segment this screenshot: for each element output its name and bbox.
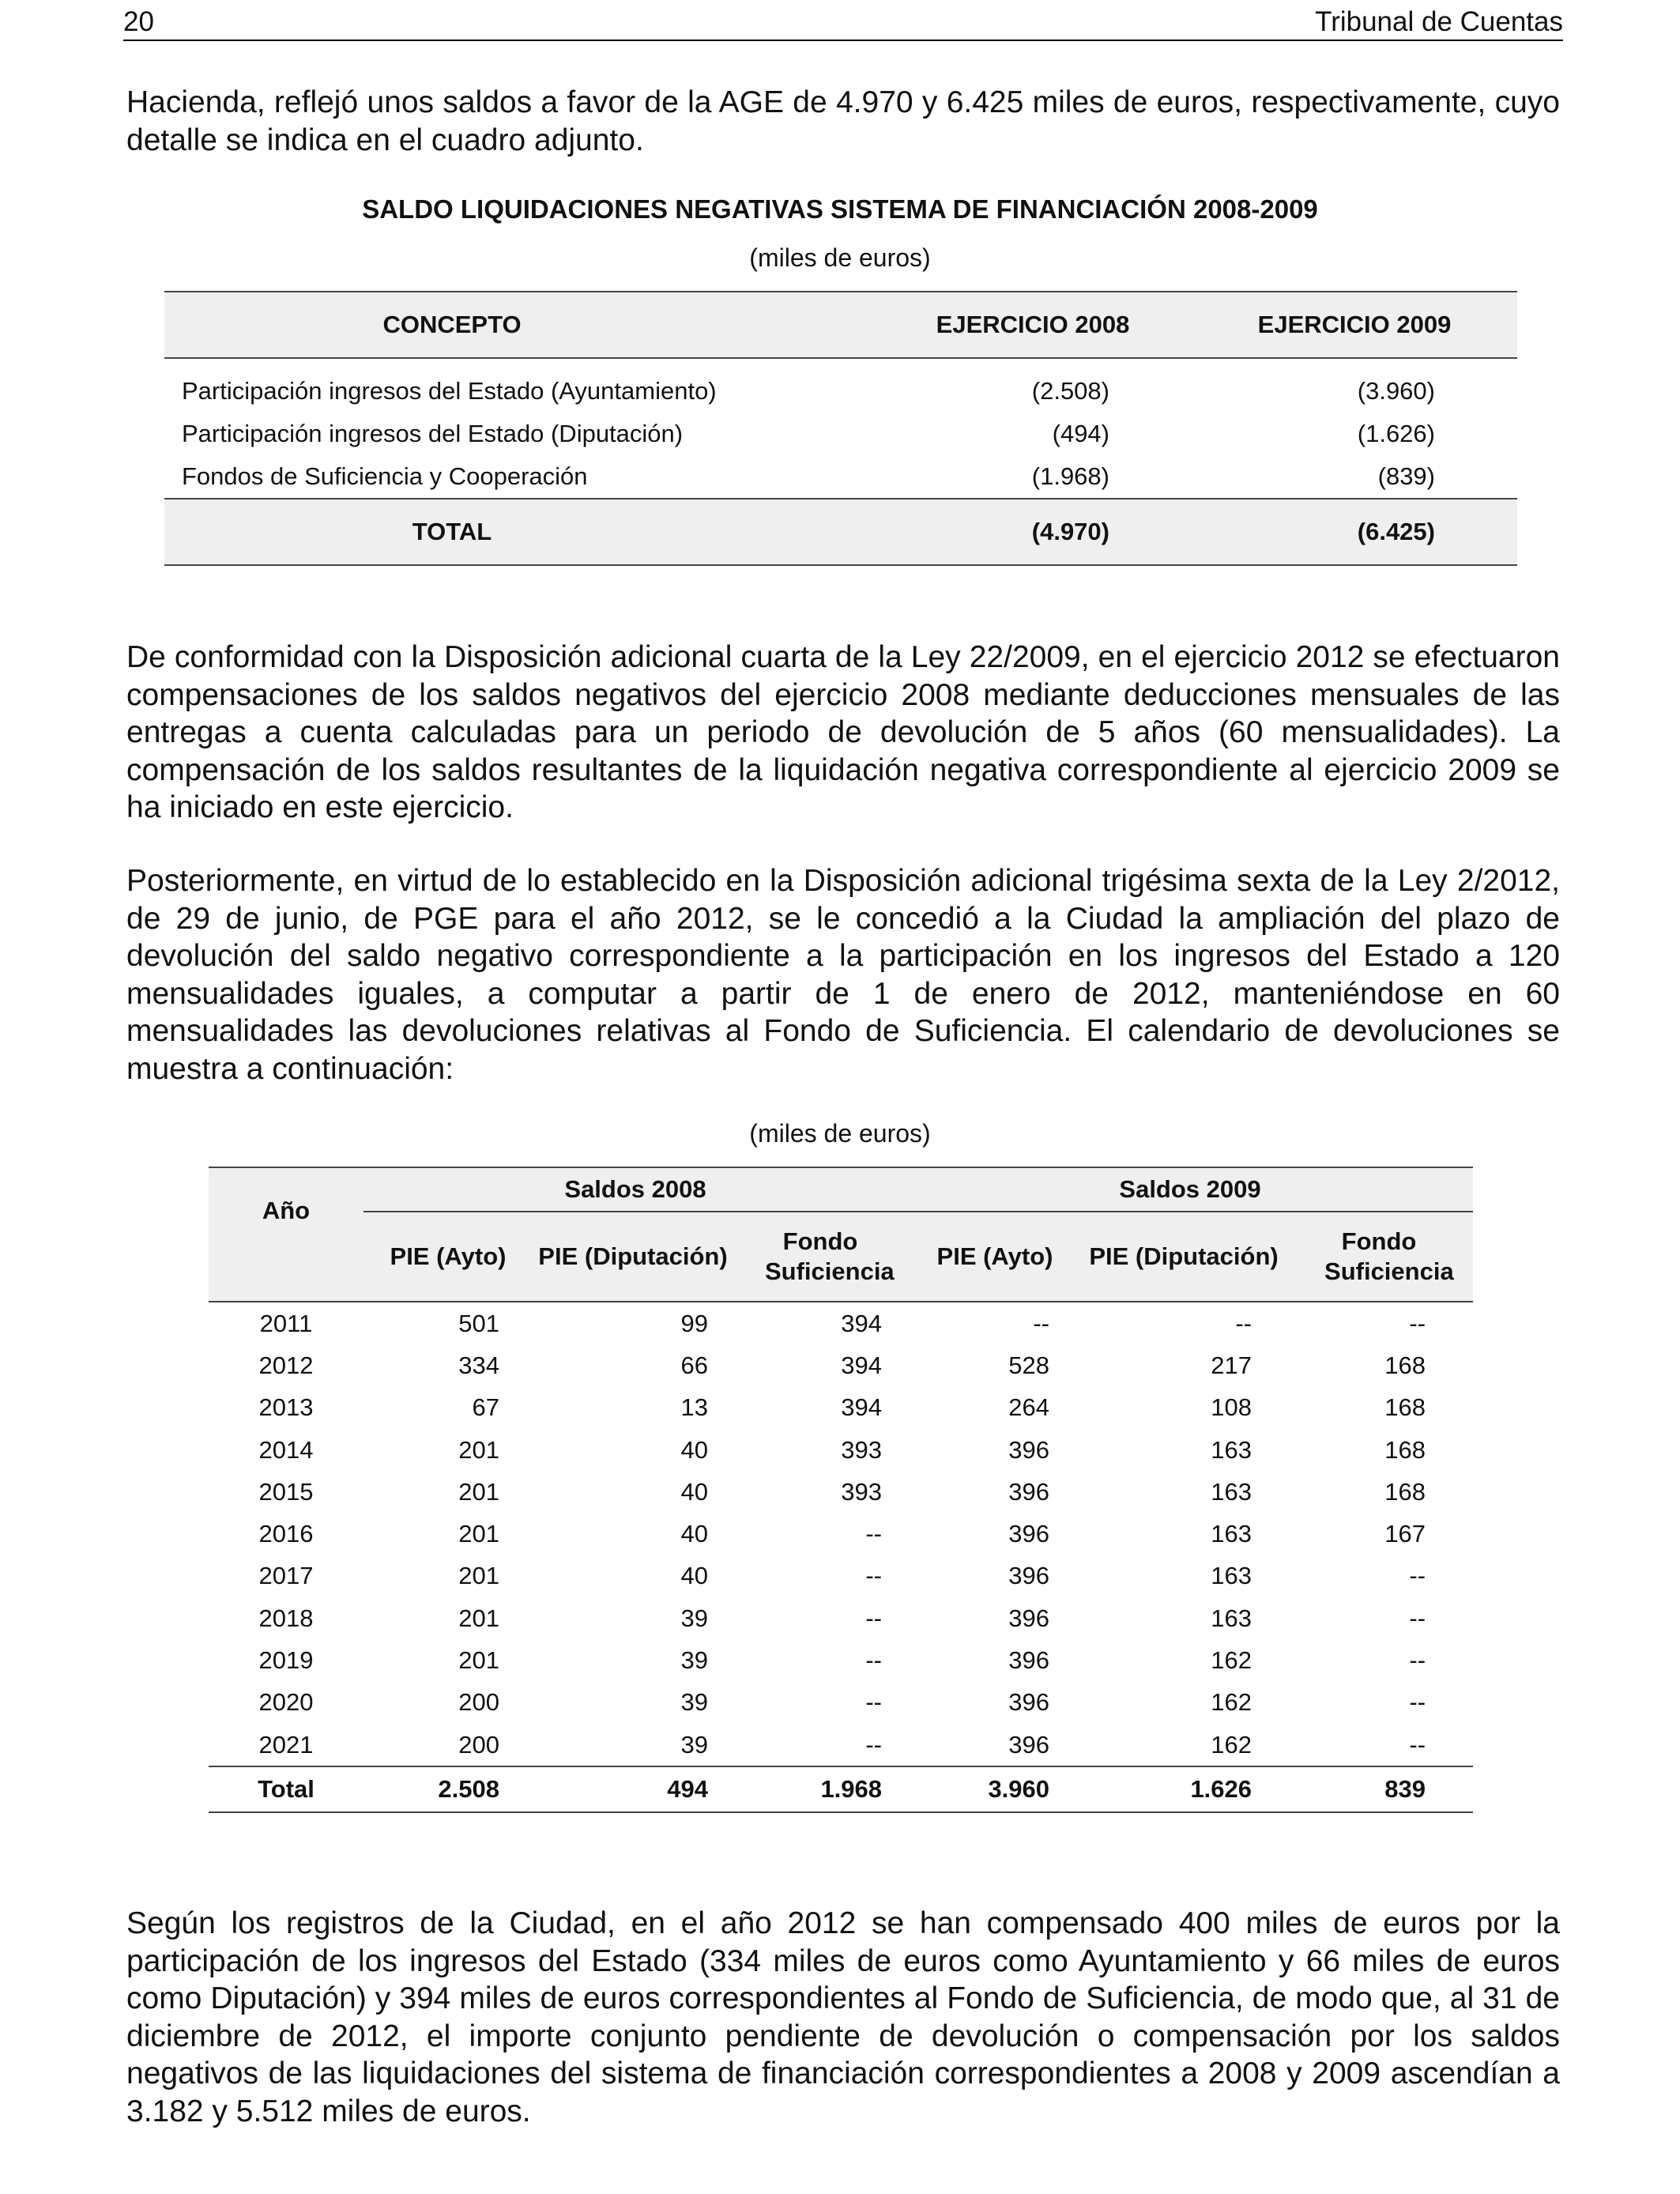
table-cell: 201 bbox=[458, 1562, 499, 1590]
table-cell: (4.970) bbox=[874, 499, 1192, 565]
table-cell: 13 bbox=[680, 1393, 708, 1422]
table-row bbox=[209, 1387, 1473, 1429]
table-row bbox=[209, 1302, 1473, 1344]
table-cell: 163 bbox=[1211, 1435, 1252, 1464]
table-cell: 167 bbox=[1384, 1520, 1426, 1548]
table-total-row bbox=[164, 499, 1517, 565]
table-cell: 3.960 bbox=[907, 1766, 1083, 1812]
table-cell: 40 bbox=[680, 1520, 708, 1548]
table-row bbox=[209, 1724, 1473, 1766]
group-header-2009: Saldos 2009 bbox=[907, 1167, 1473, 1212]
table-cell: (2.508) bbox=[1031, 377, 1109, 405]
table-row bbox=[209, 1429, 1473, 1471]
table-cell: (3.960) bbox=[1357, 377, 1435, 405]
table-cell: 494 bbox=[533, 1766, 733, 1812]
table-cell: 162 bbox=[1211, 1688, 1252, 1717]
column-header: EJERCICIO 2008 bbox=[874, 292, 1192, 358]
page-header bbox=[123, 3, 1563, 41]
column-header: EJERCICIO 2009 bbox=[1192, 292, 1517, 358]
table-cell: 66 bbox=[680, 1351, 708, 1379]
table-row bbox=[164, 358, 1517, 413]
table-cell: 39 bbox=[680, 1604, 708, 1632]
column-header: Fondo Suficiencia bbox=[1285, 1212, 1473, 1302]
column-header: CONCEPTO bbox=[164, 292, 874, 358]
table-cell: -- bbox=[1409, 1562, 1426, 1590]
table-cell: 2011 bbox=[259, 1309, 313, 1337]
table-cell: 396 bbox=[1008, 1477, 1050, 1506]
table-row bbox=[164, 413, 1517, 455]
column-header: PIE (Ayto) bbox=[907, 1212, 1083, 1302]
table-cell: 201 bbox=[458, 1435, 499, 1464]
table-cell: -- bbox=[1409, 1309, 1426, 1337]
table-cell: 168 bbox=[1384, 1477, 1426, 1506]
table-cell: 168 bbox=[1384, 1393, 1426, 1422]
column-header: PIE (Diputación) bbox=[1083, 1212, 1285, 1302]
table-header-row bbox=[164, 292, 1517, 358]
table-cell: 99 bbox=[680, 1309, 708, 1337]
table-cell: -- bbox=[1409, 1688, 1426, 1717]
paragraph-extension: Posteriormente, en virtud de lo establecido en la Disposición adicional trigésima sexta de la Ley 2/2012, de 29 de junio, de PGE para el año 2012, se le concedió a la Ciudad la ampliación del plazo de devolución del saldo negativo correspondiente a la participación en los ingresos del Estado a 120 mensualidades iguales, a computar a partir de 1 de enero de 2012, manteniéndose en 60 mensualidades las devoluciones relativas al Fondo de Suficiencia. El calendario de devoluciones se muestra a continuación: bbox=[126, 864, 1560, 1086]
table-cell: (494) bbox=[1052, 420, 1109, 447]
paragraph-records: Según los registros de la Ciudad, en el año 2012 se han compensado 400 miles de euros por la participación de los ingresos del Estado (334 miles de euros como Ayuntamiento y 66 miles de euros como Diputación) y 394 miles de euros correspondientes al Fondo de Suficiencia, de modo que, al 31 de diciembre de 2012, el importe conjunto pendiente de devolución o compensación por los saldos negativos de las liquidaciones del sistema de financiación correspondientes a 2008 y 2009 ascendían a 3.182 y 5.512 miles de euros. bbox=[126, 1906, 1560, 2128]
table-header-row bbox=[209, 1212, 1473, 1302]
table-row bbox=[209, 1555, 1473, 1597]
table-cell: 1.968 bbox=[733, 1766, 907, 1812]
table-cell: 163 bbox=[1211, 1604, 1252, 1632]
table-cell: 396 bbox=[1008, 1730, 1050, 1759]
table-cell: 108 bbox=[1211, 1393, 1252, 1422]
table-cell: -- bbox=[1033, 1309, 1050, 1337]
table-cell: 217 bbox=[1211, 1351, 1252, 1379]
table-cell: Participación ingresos del Estado (Diputación) bbox=[182, 420, 684, 447]
table-cell: (839) bbox=[1377, 462, 1435, 490]
table-header-row bbox=[209, 1167, 1473, 1212]
table-cell: 393 bbox=[841, 1435, 883, 1464]
table-cell: -- bbox=[1409, 1604, 1426, 1632]
table-cell: 40 bbox=[680, 1477, 708, 1506]
table-cell: 200 bbox=[458, 1730, 499, 1759]
table-cell: 394 bbox=[841, 1351, 883, 1379]
repayment-schedule-table bbox=[209, 1167, 1473, 1813]
table-cell: 396 bbox=[1008, 1688, 1050, 1717]
table-cell: Participación ingresos del Estado (Ayuntamiento) bbox=[182, 377, 717, 405]
column-header: Fondo Suficiencia bbox=[733, 1212, 907, 1302]
table-cell: 396 bbox=[1008, 1562, 1050, 1590]
table-cell: Fondos de Suficiencia y Cooperación bbox=[182, 462, 588, 490]
table-cell: 200 bbox=[458, 1688, 499, 1717]
table-cell: -- bbox=[865, 1562, 883, 1590]
table-cell: 201 bbox=[458, 1477, 499, 1506]
table-cell: 396 bbox=[1008, 1435, 1050, 1464]
table2-unit: (miles de euros) bbox=[749, 1119, 931, 1148]
table-cell: 394 bbox=[841, 1309, 883, 1337]
table-cell: 67 bbox=[472, 1393, 499, 1422]
table-cell: 2.508 bbox=[363, 1766, 533, 1812]
table-cell: 163 bbox=[1211, 1520, 1252, 1548]
table-cell: 528 bbox=[1008, 1351, 1050, 1379]
table-cell: 2014 bbox=[258, 1435, 314, 1464]
table-cell: 201 bbox=[458, 1604, 499, 1632]
table-cell: 396 bbox=[1008, 1604, 1050, 1632]
table-cell: 40 bbox=[680, 1562, 708, 1590]
table-cell: (1.626) bbox=[1357, 420, 1435, 447]
table-row bbox=[209, 1639, 1473, 1681]
table-cell: 2021 bbox=[258, 1730, 314, 1759]
table-cell: 2017 bbox=[258, 1562, 314, 1590]
table-cell: -- bbox=[1409, 1730, 1426, 1759]
table-cell: 393 bbox=[841, 1477, 883, 1506]
table-cell: 264 bbox=[1008, 1393, 1050, 1422]
page-number: 20 bbox=[123, 6, 154, 37]
table-total-row bbox=[209, 1766, 1473, 1812]
table-cell: 2013 bbox=[258, 1393, 314, 1422]
table-cell: 396 bbox=[1008, 1520, 1050, 1548]
table-cell: 2016 bbox=[258, 1520, 314, 1548]
table-cell: -- bbox=[865, 1604, 883, 1632]
table-cell: 2018 bbox=[258, 1604, 314, 1632]
table-cell: 162 bbox=[1211, 1730, 1252, 1759]
paragraph-compensation: De conformidad con la Disposición adicional cuarta de la Ley 22/2009, en el ejercicio 2012 se efectuaron compensaciones de los saldos negativos del ejercicio 2008 mediante deducciones mensuales de las entregas a cuenta calculadas para un periodo de devolución de 5 años (60 mensualidades). La compensación de los saldos resultantes de la liquidación negativa correspondiente al ejercicio 2009 se ha iniciado en este ejercicio. bbox=[126, 640, 1560, 824]
table-cell: 394 bbox=[841, 1393, 883, 1422]
table-cell: -- bbox=[1409, 1646, 1426, 1675]
table-cell: 39 bbox=[680, 1730, 708, 1759]
table-cell: -- bbox=[865, 1520, 883, 1548]
table-cell: 163 bbox=[1211, 1562, 1252, 1590]
publisher-name: Tribunal de Cuentas bbox=[1315, 6, 1563, 37]
table-cell: 1.626 bbox=[1083, 1766, 1285, 1812]
table-cell: 334 bbox=[458, 1351, 499, 1379]
table-row bbox=[209, 1682, 1473, 1724]
table-cell: 163 bbox=[1211, 1477, 1252, 1506]
table-cell: (6.425) bbox=[1192, 499, 1517, 565]
table1-title: SALDO LIQUIDACIONES NEGATIVAS SISTEMA DE FINANCIACIÓN 2008-2009 bbox=[362, 194, 1318, 224]
table-cell: 396 bbox=[1008, 1646, 1050, 1675]
table-cell: 2012 bbox=[258, 1351, 314, 1379]
table-cell: (1.968) bbox=[1031, 462, 1109, 490]
table-row bbox=[209, 1344, 1473, 1386]
table-cell: -- bbox=[865, 1646, 883, 1675]
balance-table bbox=[164, 291, 1517, 566]
table-cell: 2019 bbox=[258, 1646, 314, 1675]
table-row bbox=[209, 1597, 1473, 1639]
table-cell: -- bbox=[865, 1688, 883, 1717]
table-row bbox=[209, 1513, 1473, 1555]
paragraph-intro: Hacienda, reflejó unos saldos a favor de la AGE de 4.970 y 6.425 miles de euros, respectivamente, cuyo detalle se indica en el cuadro adjunto. bbox=[126, 85, 1560, 157]
table-cell: TOTAL bbox=[164, 499, 874, 565]
table-cell: 839 bbox=[1285, 1766, 1473, 1812]
column-header: PIE (Diputación) bbox=[533, 1212, 733, 1302]
table-cell: 39 bbox=[680, 1688, 708, 1717]
table-cell: 168 bbox=[1384, 1435, 1426, 1464]
column-header-year: Año bbox=[209, 1167, 363, 1302]
table-cell: 162 bbox=[1211, 1646, 1252, 1675]
table-cell: 201 bbox=[458, 1646, 499, 1675]
table-cell: -- bbox=[865, 1730, 883, 1759]
table-cell: -- bbox=[1235, 1309, 1252, 1337]
group-header-2008: Saldos 2008 bbox=[363, 1167, 907, 1212]
table-cell: 2020 bbox=[258, 1688, 314, 1717]
table-cell: 201 bbox=[458, 1520, 499, 1548]
table-cell: 2015 bbox=[258, 1477, 314, 1506]
table-cell: 40 bbox=[680, 1435, 708, 1464]
table-row bbox=[164, 455, 1517, 499]
table-cell: 39 bbox=[680, 1646, 708, 1675]
table-cell: 168 bbox=[1384, 1351, 1426, 1379]
table-row bbox=[209, 1471, 1473, 1513]
table1-unit: (miles de euros) bbox=[749, 243, 931, 272]
table-cell: 501 bbox=[458, 1309, 499, 1337]
table-cell: Total bbox=[209, 1766, 363, 1812]
column-header: PIE (Ayto) bbox=[363, 1212, 533, 1302]
